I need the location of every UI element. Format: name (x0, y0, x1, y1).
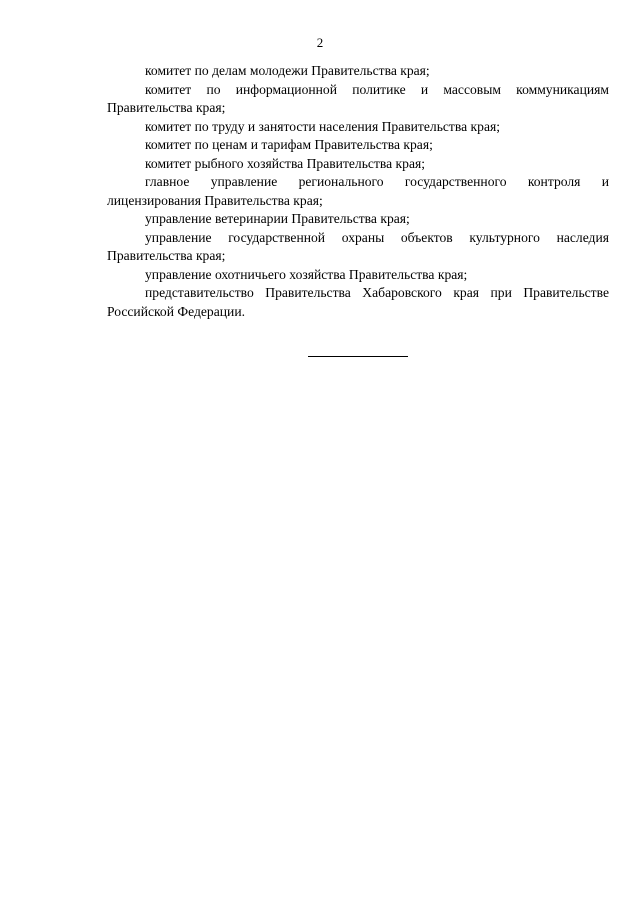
list-item: комитет по труду и занятости населения Правительства края; (145, 118, 501, 134)
list-item: управление охотничьего хозяйства Правительства края; (145, 266, 468, 282)
list-item: представительство Правительства Хабаровского края при Правительстве Российской Федерации. (107, 285, 609, 319)
list-item: управление ветеринарии Правительства края; (145, 211, 410, 226)
list-item: комитет по ценам и тарифам Правительства края; (145, 137, 433, 152)
document-body (107, 62, 609, 321)
page-number: 2 (316, 35, 324, 50)
list-item: комитет рыбного хозяйства Правительства края; (145, 155, 426, 171)
list-item: главное управление регионального государственного контроля и лицензирования Правительства края; (107, 174, 609, 208)
list-item: комитет по информационной политике и массовым коммуникациям Правительства края; (107, 81, 609, 115)
end-of-document-rule (308, 356, 408, 357)
list-item: комитет по делам молодежи Правительства края; (145, 63, 430, 78)
list-item: управление государственной охраны объектов культурного наследия Правительства края; (107, 229, 609, 263)
